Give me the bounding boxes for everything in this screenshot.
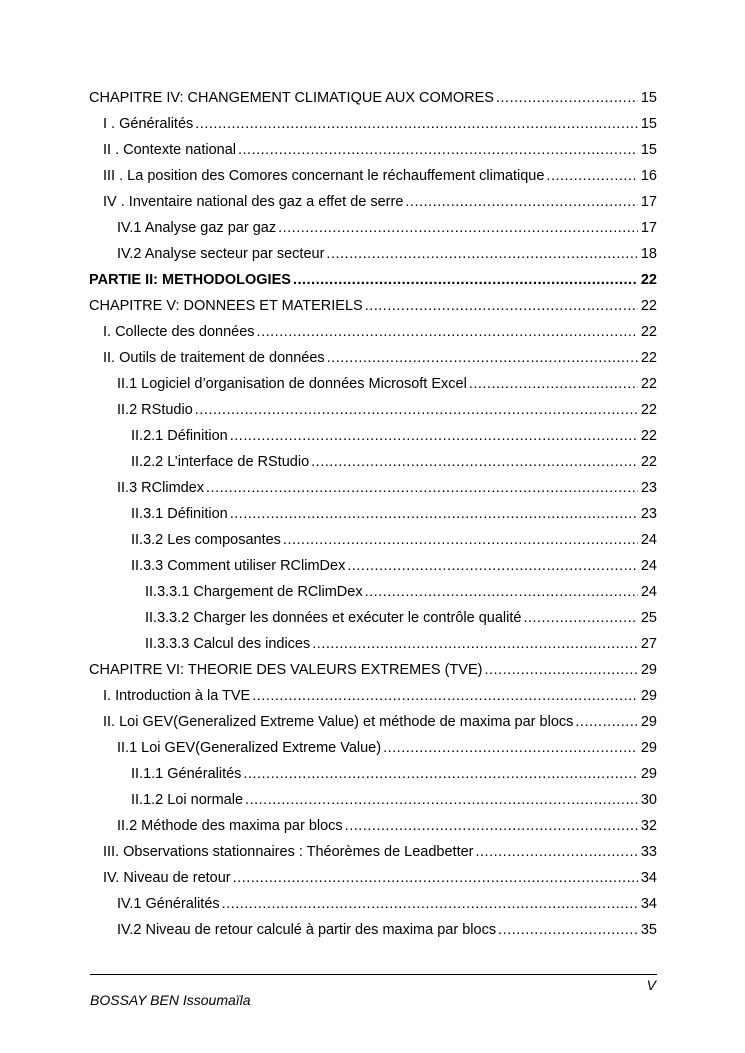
toc-entry-label: II.3.3 Comment utiliser RClimDex xyxy=(131,558,346,574)
toc-entry[interactable] xyxy=(103,166,657,186)
toc-entry-page: 24 xyxy=(640,558,657,574)
toc-entry-label: IV.1 Analyse gaz par gaz xyxy=(117,220,277,236)
toc-entry[interactable] xyxy=(117,738,657,758)
toc-entry-page: 15 xyxy=(640,90,657,106)
toc-leader-dots xyxy=(206,478,638,498)
toc-entry-label: IV. Niveau de retour xyxy=(103,870,231,886)
toc-entry[interactable] xyxy=(117,400,657,420)
toc-entry-label: II . Contexte national xyxy=(103,142,236,158)
toc-entry[interactable] xyxy=(103,712,657,732)
toc-leader-dots xyxy=(230,504,638,524)
toc-entry-page: 29 xyxy=(640,740,657,756)
toc-leader-dots xyxy=(575,712,638,732)
toc-entry[interactable] xyxy=(103,842,657,862)
toc-leader-dots xyxy=(546,166,638,186)
toc-entry[interactable] xyxy=(145,582,657,602)
toc-leader-dots xyxy=(257,322,638,342)
toc-leader-dots xyxy=(347,556,638,576)
toc-entry[interactable] xyxy=(117,244,657,264)
toc-entry-label: I. Introduction à la TVE xyxy=(103,688,251,704)
toc-entry-label: II.3.1 Définition xyxy=(131,506,228,522)
toc-entry[interactable] xyxy=(89,296,657,316)
toc-leader-dots xyxy=(283,530,638,550)
toc-leader-dots xyxy=(523,608,638,628)
toc-entry[interactable] xyxy=(131,504,657,524)
toc-leader-dots xyxy=(195,400,638,420)
toc-entry-page: 15 xyxy=(640,142,657,158)
toc-leader-dots xyxy=(496,88,638,108)
toc-entry-page: 17 xyxy=(640,194,657,210)
toc-entry[interactable] xyxy=(131,556,657,576)
toc-entry[interactable] xyxy=(131,790,657,810)
toc-leader-dots xyxy=(278,218,638,238)
toc-leader-dots xyxy=(293,270,638,290)
toc-entry-page: 18 xyxy=(640,246,657,262)
toc-entry[interactable] xyxy=(145,608,657,628)
toc-entry[interactable] xyxy=(117,218,657,238)
toc-entry-label: CHAPITRE VI: THEORIE DES VALEURS EXTREMES (TVE) xyxy=(89,662,483,678)
toc-entry-label: IV.2 Niveau de retour calculé à partir des maxima par blocs xyxy=(117,922,497,938)
toc-entry[interactable] xyxy=(103,114,657,134)
toc-entry-page: 22 xyxy=(640,454,657,470)
toc-entry-label: I. Collecte des données xyxy=(103,324,255,340)
toc-leader-dots xyxy=(326,244,638,264)
toc-entry[interactable] xyxy=(103,322,657,342)
toc-leader-dots xyxy=(383,738,638,758)
toc-entry[interactable] xyxy=(131,764,657,784)
toc-leader-dots xyxy=(484,660,638,680)
toc-entry-page: 22 xyxy=(640,428,657,444)
toc-entry-label: II.1.2 Loi normale xyxy=(131,792,244,808)
toc-entry[interactable] xyxy=(131,452,657,472)
toc-entry-page: 29 xyxy=(640,714,657,730)
toc-leader-dots xyxy=(311,452,638,472)
toc-entry-page: 22 xyxy=(640,298,657,314)
toc-entry-label: CHAPITRE V: DONNEES ET MATERIELS xyxy=(89,298,363,314)
toc-entry-label: II.3.3.1 Chargement de RClimDex xyxy=(145,584,363,600)
toc-entry-page: 22 xyxy=(640,402,657,418)
toc-entry-page: 25 xyxy=(640,610,657,626)
toc-entry-page: 34 xyxy=(640,896,657,912)
toc-entry-page: 22 xyxy=(640,376,657,392)
toc-entry[interactable] xyxy=(131,426,657,446)
toc-entry-page: 15 xyxy=(640,116,657,132)
toc-entry[interactable] xyxy=(89,660,657,680)
toc-entry-label: II.1 Loi GEV(Generalized Extreme Value) xyxy=(117,740,382,756)
toc-entry-page: 35 xyxy=(640,922,657,938)
toc-entry-label: II.3 RClimdex xyxy=(117,480,205,496)
toc-entry-label: II. Outils de traitement de données xyxy=(103,350,325,366)
toc-entry-label: IV . Inventaire national des gaz a effet de serre xyxy=(103,194,404,210)
toc-entry-page: 32 xyxy=(640,818,657,834)
toc-entry[interactable] xyxy=(117,374,657,394)
toc-leader-dots xyxy=(476,842,639,862)
toc-entry[interactable] xyxy=(103,686,657,706)
toc-entry-label: II.1 Logiciel d’organisation de données Microsoft Excel xyxy=(117,376,467,392)
toc-entry-page: 29 xyxy=(640,688,657,704)
toc-entry-label: IV.1 Généralités xyxy=(117,896,220,912)
toc-entry-label: II.2.2 L’interface de RStudio xyxy=(131,454,310,470)
footer-divider xyxy=(90,974,657,975)
toc-leader-dots xyxy=(252,686,638,706)
toc-entry-label: I . Généralités xyxy=(103,116,194,132)
toc-entry-label: III . La position des Comores concernant le réchauffement climatique xyxy=(103,168,545,184)
toc-leader-dots xyxy=(365,296,638,316)
toc-leader-dots xyxy=(469,374,638,394)
toc-entry-label: II.2.1 Définition xyxy=(131,428,228,444)
toc-entry-page: 22 xyxy=(640,272,657,288)
toc-entry-label: II.3.2 Les composantes xyxy=(131,532,281,548)
toc-entry-page: 27 xyxy=(640,636,657,652)
toc-entry-label: CHAPITRE IV: CHANGEMENT CLIMATIQUE AUX COMORES xyxy=(89,90,494,106)
toc-leader-dots xyxy=(345,816,638,836)
toc-entry-label: II.1.1 Généralités xyxy=(131,766,242,782)
toc-leader-dots xyxy=(405,192,638,212)
toc-entry[interactable] xyxy=(89,88,657,108)
toc-entry-page: 17 xyxy=(640,220,657,236)
footer-page-number: V xyxy=(646,977,656,993)
toc-entry-page: 22 xyxy=(640,350,657,366)
toc-entry-page: 23 xyxy=(640,480,657,496)
toc-entry-label: II. Loi GEV(Generalized Extreme Value) et méthode de maxima par blocs xyxy=(103,714,574,730)
toc-entry-label: II.2 RStudio xyxy=(117,402,193,418)
toc-entry-label: PARTIE II: METHODOLOGIES xyxy=(89,272,291,288)
toc-leader-dots xyxy=(230,426,638,446)
toc-entry-page: 34 xyxy=(640,870,657,886)
toc-entry-label: II.2 Méthode des maxima par blocs xyxy=(117,818,343,834)
toc-leader-dots xyxy=(238,140,638,160)
toc-leader-dots xyxy=(498,920,638,940)
toc-leader-dots xyxy=(233,868,638,888)
toc-entry-page: 22 xyxy=(640,324,657,340)
toc-entry-page: 16 xyxy=(640,168,657,184)
toc-entry-part[interactable] xyxy=(89,270,657,290)
toc-entry-page: 24 xyxy=(640,532,657,548)
toc-leader-dots xyxy=(222,894,638,914)
toc-entry-page: 29 xyxy=(640,662,657,678)
toc-entry[interactable] xyxy=(103,348,657,368)
toc-entry-label: II.3.3.3 Calcul des indices xyxy=(145,636,311,652)
toc-entry-page: 24 xyxy=(640,584,657,600)
toc-leader-dots xyxy=(327,348,638,368)
toc-leader-dots xyxy=(195,114,638,134)
toc-leader-dots xyxy=(245,790,638,810)
toc-entry[interactable] xyxy=(117,894,657,914)
toc-entry[interactable] xyxy=(117,816,657,836)
toc-leader-dots xyxy=(312,634,638,654)
toc-entry-page: 29 xyxy=(640,766,657,782)
toc-entry-label: II.3.3.2 Charger les données et exécuter le contrôle qualité xyxy=(145,610,522,626)
toc-leader-dots xyxy=(365,582,638,602)
toc-entry-label: III. Observations stationnaires : Théorèmes de Leadbetter xyxy=(103,844,474,860)
toc-entry[interactable] xyxy=(103,868,657,888)
toc-entry-page: 23 xyxy=(640,506,657,522)
toc-entry[interactable] xyxy=(103,192,657,212)
toc-entry-page: 30 xyxy=(640,792,657,808)
footer-author: BOSSAY BEN Issoumaïla xyxy=(90,992,251,1008)
toc-entry[interactable] xyxy=(131,530,657,550)
toc-entry[interactable] xyxy=(145,634,657,654)
toc-entry[interactable] xyxy=(103,140,657,160)
toc-entry[interactable] xyxy=(117,478,657,498)
toc-entry-label: IV.2 Analyse secteur par secteur xyxy=(117,246,325,262)
toc-entry-page: 33 xyxy=(640,844,657,860)
toc-entry[interactable] xyxy=(117,920,657,940)
toc-leader-dots xyxy=(243,764,638,784)
